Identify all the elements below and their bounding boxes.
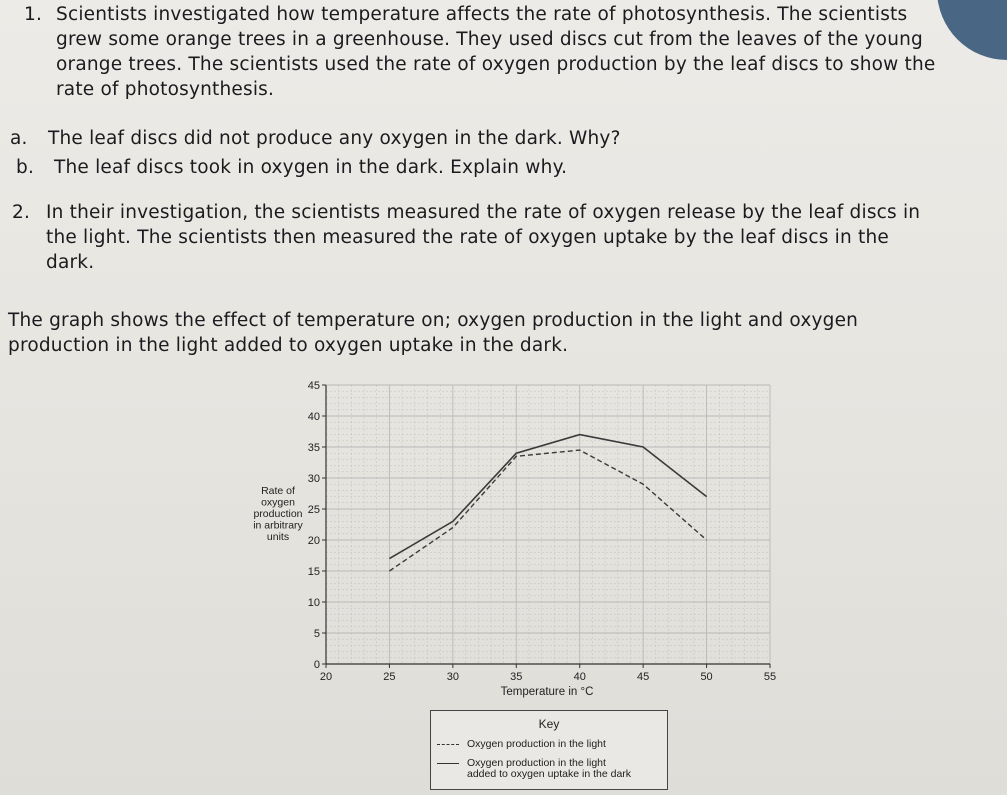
y-label-line: oxygen [261, 496, 295, 509]
x-tick-label: 25 [383, 671, 396, 683]
chart-x-ticks [320, 664, 776, 683]
y-tick-label: 5 [313, 628, 320, 640]
y-tick-label: 25 [307, 504, 320, 516]
question-1b-text: The leaf discs took in oxygen in the dark. Explain why. [54, 157, 568, 178]
key-dashed-label: Oxygen production in the light [467, 738, 606, 750]
y-label-line: in arbitrary [253, 519, 303, 532]
y-tick-label: 10 [307, 597, 320, 609]
y-tick-label: 15 [307, 566, 320, 578]
question-1a-label: a. [10, 128, 28, 149]
key-solid-label-line1: Oxygen production in the light [467, 757, 606, 769]
series-line-light [389, 450, 706, 571]
y-tick-label: 0 [313, 659, 320, 671]
y-tick-label: 30 [307, 473, 320, 485]
x-tick-label: 45 [637, 671, 650, 683]
question-1-text: Scientists investigated how temperature affects the rate of photosynthesis. The scientists grew some orange trees in a greenhouse. They used discs cut from the leaves of the young orange trees. The scientists used the rate of oxygen production by the leaf discs to show the rate of photosynthesis. [56, 4, 936, 100]
x-tick-label: 50 [700, 671, 713, 683]
temperature-chart [240, 370, 800, 705]
y-label-line: units [266, 531, 290, 543]
x-tick-label: 55 [763, 671, 777, 683]
key-title: Key [538, 717, 560, 731]
chart-grid [326, 385, 770, 664]
y-tick-label: 40 [307, 411, 320, 423]
chart-key [430, 710, 668, 790]
chart-y-ticks [308, 380, 326, 671]
chart-axes [326, 385, 770, 664]
chart-y-label [253, 485, 303, 543]
y-label-line: Rate of [261, 485, 295, 497]
x-tick-label: 40 [573, 671, 586, 683]
question-2-text: In their investigation, the scientists measured the rate of oxygen release by the leaf discs in the light. The scientists then measured the rate of oxygen uptake by the leaf discs in the dark. [46, 202, 921, 273]
x-tick-label: 20 [319, 671, 333, 683]
graph-intro: The graph shows the effect of temperature on; oxygen production in the light and oxygen production in the light added to oxygen uptake in the dark. [8, 310, 859, 356]
x-tick-label: 35 [510, 671, 523, 683]
y-tick-label: 20 [307, 535, 320, 547]
key-dashed-swatch [437, 744, 459, 745]
y-tick-label: 35 [307, 442, 320, 454]
chart-x-label: Temperature in °C [500, 686, 594, 698]
question-1b-label: b. [16, 157, 35, 178]
key-solid-swatch [437, 763, 459, 764]
question-1a-text: The leaf discs did not produce any oxygen in the dark. Why? [48, 128, 621, 149]
y-tick-label: 45 [307, 380, 320, 392]
y-label-line: production [253, 508, 303, 520]
key-solid-label-line2: added to oxygen uptake in the dark [467, 768, 632, 780]
question-1-number: 1. [24, 4, 43, 25]
question-2-number: 2. [12, 202, 31, 223]
x-tick-label: 30 [446, 671, 459, 683]
background-corner [937, 0, 1007, 60]
